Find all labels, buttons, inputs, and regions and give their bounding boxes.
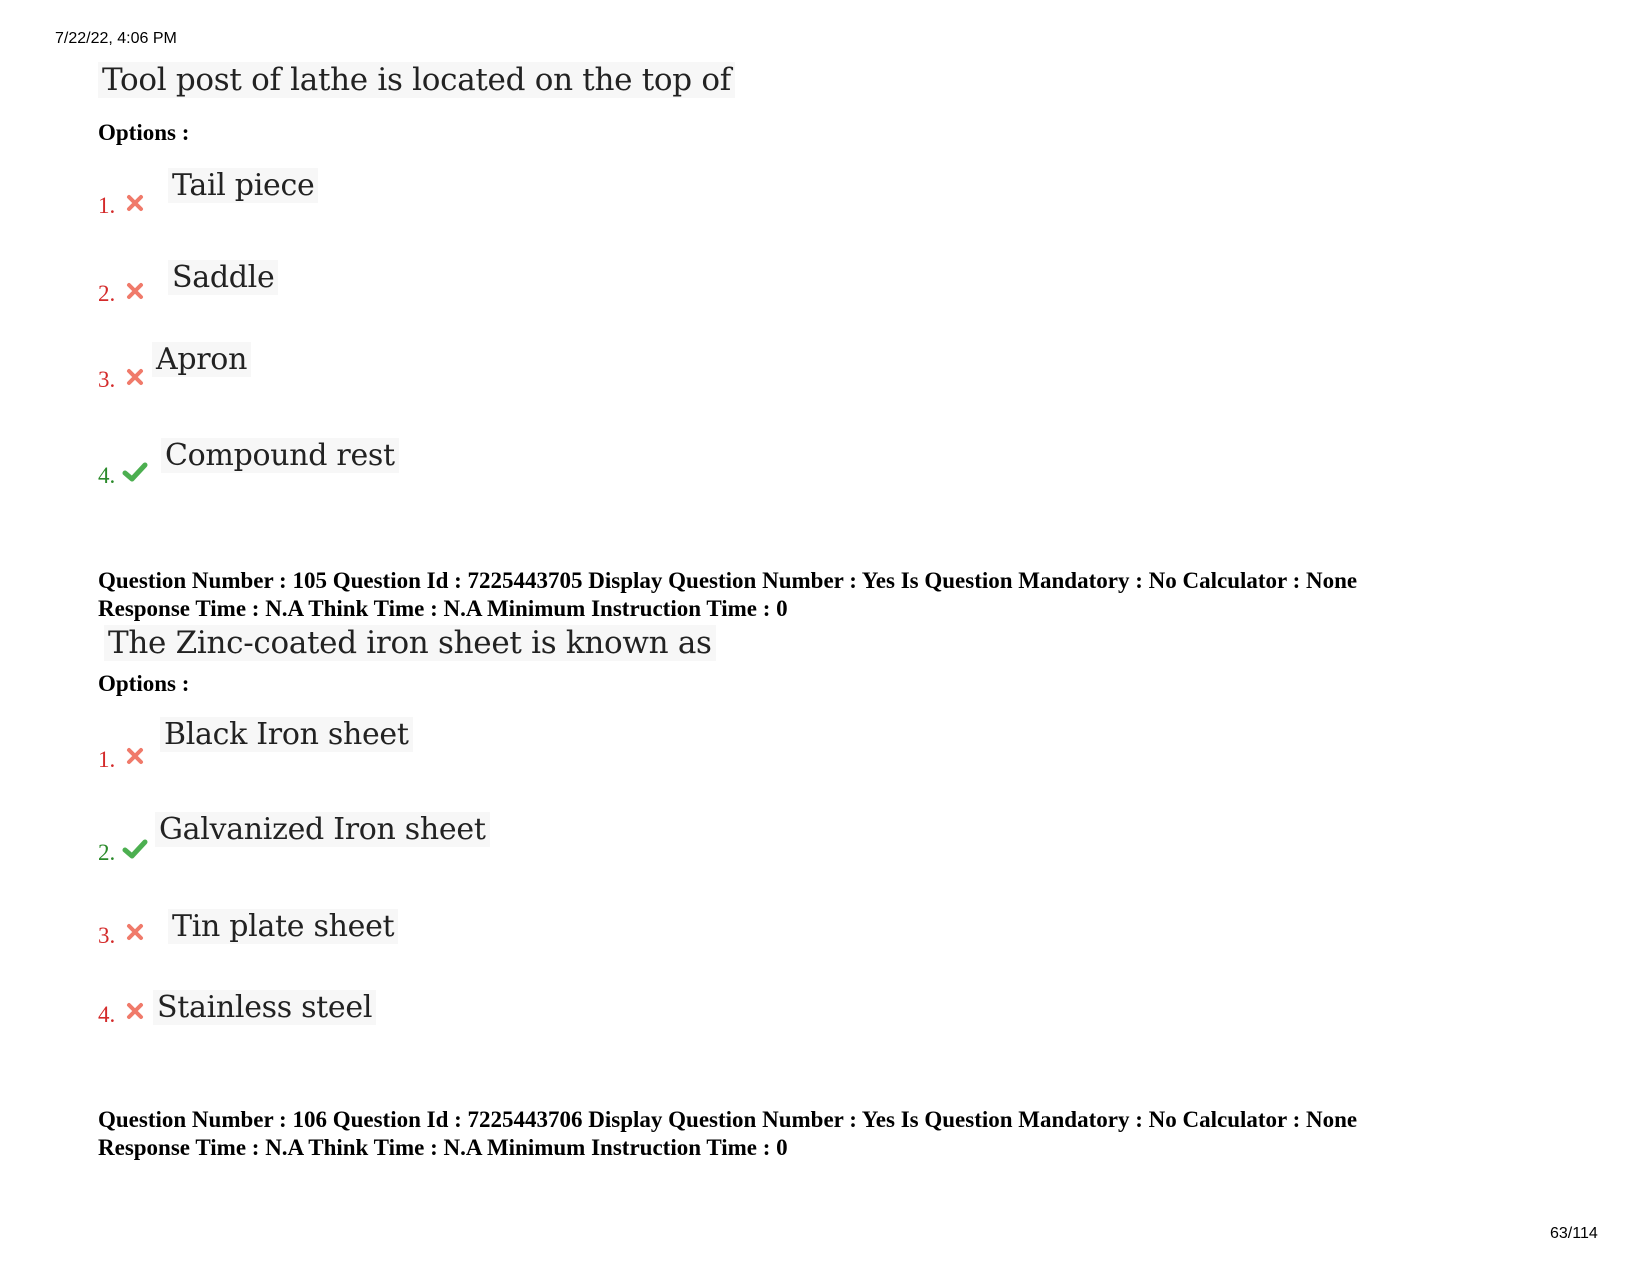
option-number: 3. bbox=[98, 367, 116, 392]
question-meta-line: Response Time : N.A Think Time : N.A Minimum Instruction Time : 0 bbox=[98, 1135, 788, 1160]
cross-icon bbox=[125, 1001, 145, 1021]
option-number: 4. bbox=[98, 1002, 116, 1027]
options-label: Options : bbox=[98, 120, 190, 145]
question-text: Tool post of lathe is located on the top of bbox=[98, 62, 735, 98]
option-number: 1. bbox=[98, 747, 116, 772]
check-icon bbox=[122, 461, 148, 483]
option-number: 2. bbox=[98, 281, 116, 306]
option-text: Saddle bbox=[168, 260, 278, 295]
check-icon bbox=[122, 838, 148, 860]
cross-icon bbox=[125, 922, 145, 942]
option-number: 2. bbox=[98, 840, 116, 865]
question-meta-line: Question Number : 106 Question Id : 7225443706 Display Question Number : Yes Is Question Mandatory : No Calculator : None bbox=[98, 1107, 1358, 1132]
cross-icon bbox=[125, 746, 145, 766]
options-label: Options : bbox=[98, 671, 190, 696]
option-number: 3. bbox=[98, 923, 116, 948]
option-text: Compound rest bbox=[161, 438, 399, 473]
option-text: Black Iron sheet bbox=[160, 717, 413, 752]
option-number: 4. bbox=[98, 463, 116, 488]
option-text: Tin plate sheet bbox=[168, 909, 398, 944]
cross-icon bbox=[125, 281, 145, 301]
option-text: Apron bbox=[152, 342, 251, 377]
option-text: Galvanized Iron sheet bbox=[155, 812, 490, 847]
question-meta-line: Response Time : N.A Think Time : N.A Minimum Instruction Time : 0 bbox=[98, 596, 788, 621]
option-text: Tail piece bbox=[168, 168, 318, 203]
cross-icon bbox=[125, 193, 145, 213]
print-timestamp: 7/22/22, 4:06 PM bbox=[55, 30, 177, 47]
cross-icon bbox=[125, 367, 145, 387]
question-text: The Zinc-coated iron sheet is known as bbox=[104, 625, 716, 661]
page-number: 63/114 bbox=[1550, 1225, 1598, 1242]
option-number: 1. bbox=[98, 193, 116, 218]
question-meta-line: Question Number : 105 Question Id : 7225443705 Display Question Number : Yes Is Question Mandatory : No Calculator : None bbox=[98, 568, 1358, 593]
option-text: Stainless steel bbox=[153, 990, 376, 1025]
